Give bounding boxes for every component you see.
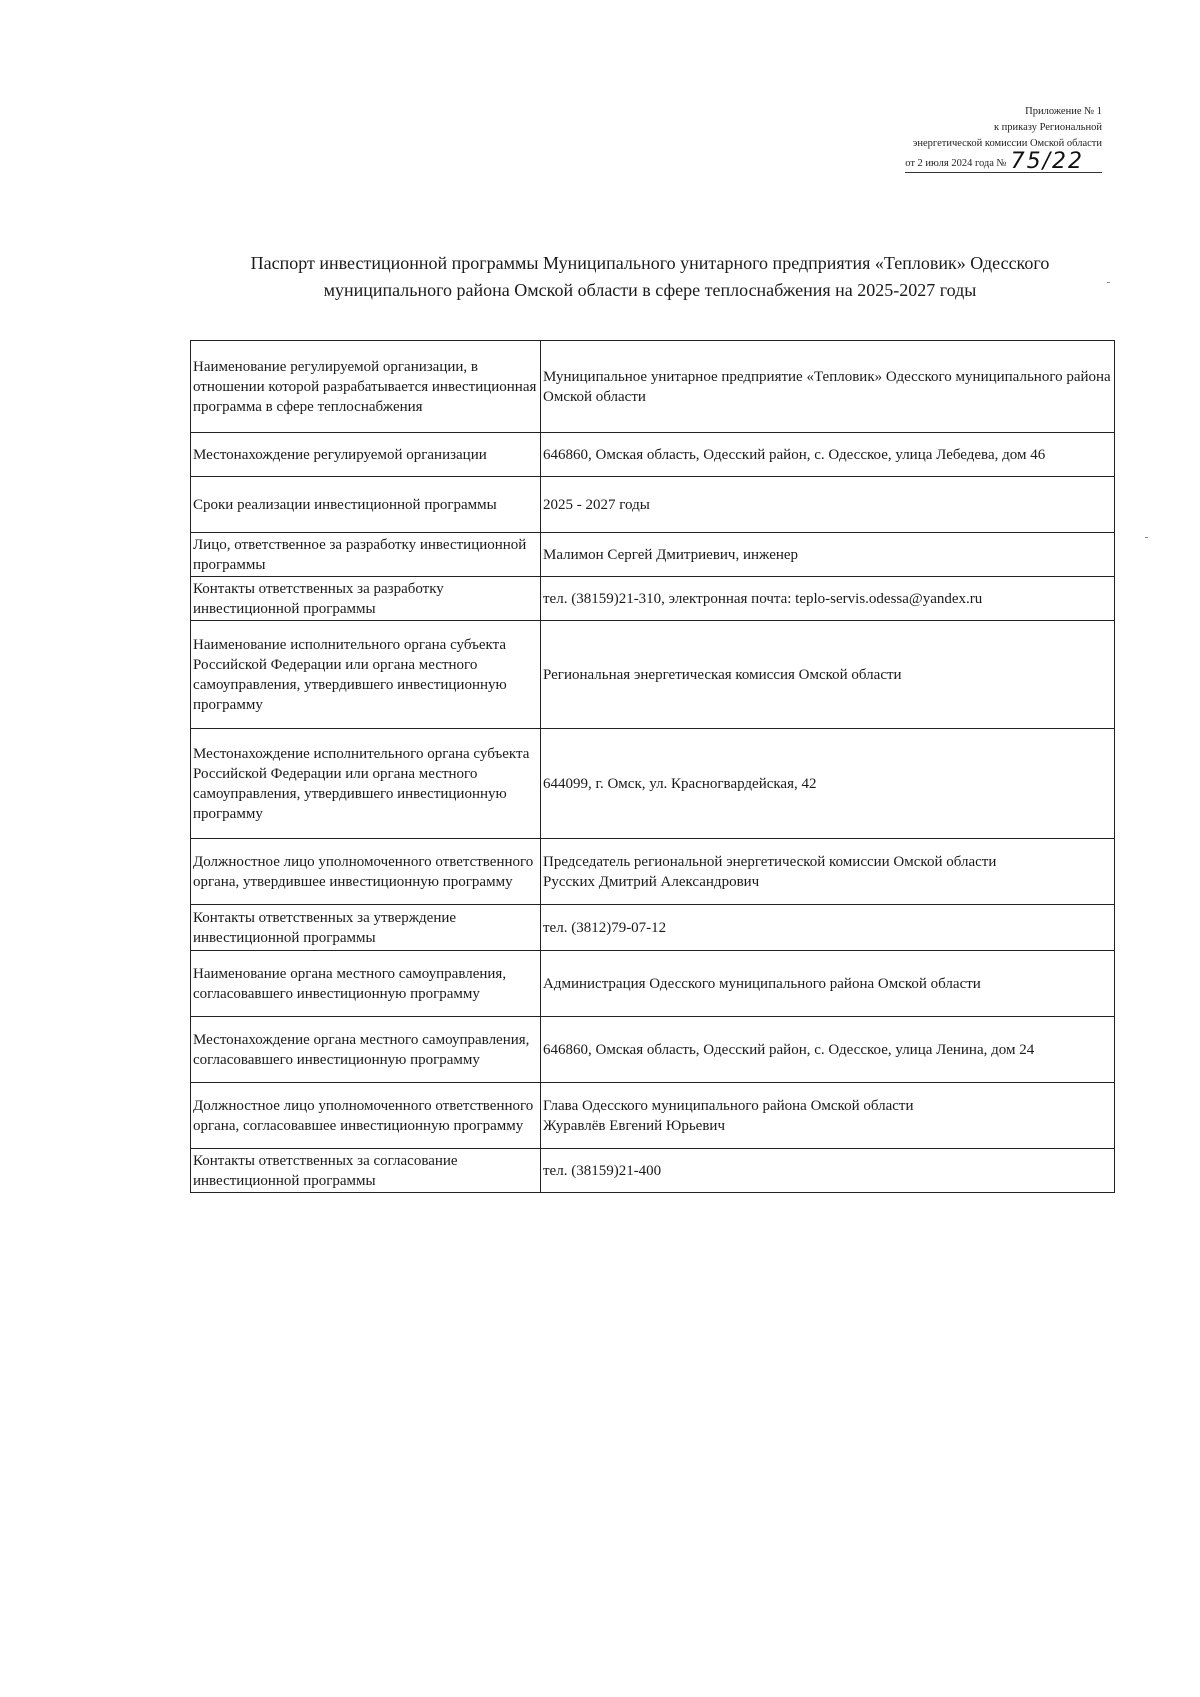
row-label: Местонахождение исполнительного органа субъекта Российской Федерации или органа местного самоуправления, утвердившего инвестиционную программу <box>191 729 541 839</box>
table-row <box>191 433 1115 477</box>
table-row <box>191 341 1115 433</box>
appendix-date-line <box>905 149 1102 174</box>
appendix-line-3: энергетической комиссии Омской области <box>912 138 1102 149</box>
table-row <box>191 577 1115 621</box>
passport-table <box>190 340 1115 1193</box>
table-row <box>191 621 1115 729</box>
table-row <box>191 839 1115 905</box>
scan-artifact <box>1145 537 1148 538</box>
table-row <box>191 905 1115 951</box>
order-number-handwritten: 75/22 <box>1010 149 1084 174</box>
table-row <box>191 1149 1115 1193</box>
row-value: 2025 - 2027 годы <box>541 477 1115 533</box>
row-value: Администрация Одесского муниципального района Омской области <box>541 951 1115 1017</box>
row-label: Местонахождение регулируемой организации <box>191 433 541 477</box>
row-value: тел. (3812)79-07-12 <box>541 905 1115 951</box>
row-value: Глава Одесского муниципального района Омской области Журавлёв Евгений Юрьевич <box>541 1083 1115 1149</box>
table-row <box>191 951 1115 1017</box>
row-value: тел. (38159)21-400 <box>541 1149 1115 1193</box>
row-value: 644099, г. Омск, ул. Красногвардейская, 42 <box>541 729 1115 839</box>
row-label: Наименование исполнительного органа субъекта Российской Федерации или органа местного самоуправления, утвердившего инвестиционную программу <box>191 621 541 729</box>
scan-artifact <box>1107 282 1110 283</box>
row-label: Местонахождение органа местного самоуправления, согласовавшего инвестиционную программу <box>191 1017 541 1083</box>
appendix-line-4 <box>802 149 1102 174</box>
table-row <box>191 1083 1115 1149</box>
row-value: 646860, Омская область, Одесский район, с. Одесское, улица Ленина, дом 24 <box>541 1017 1115 1083</box>
row-label: Наименование регулируемой организации, в отношении которой разрабатывается инвестиционная программа в сфере теплоснабжения <box>191 341 541 433</box>
table-row <box>191 729 1115 839</box>
appendix-date-prefix: от 2 июля 2024 года № <box>905 158 1007 169</box>
row-label: Должностное лицо уполномоченного ответственного органа, согласовавшее инвестиционную программу <box>191 1083 541 1149</box>
appendix-header <box>802 104 1102 173</box>
row-value: 646860, Омская область, Одесский район, с. Одесское, улица Лебедева, дом 46 <box>541 433 1115 477</box>
row-label: Контакты ответственных за утверждение инвестиционной программы <box>191 905 541 951</box>
row-value: Муниципальное унитарное предприятие «Тепловик» Одесского муниципального района Омской области <box>541 341 1115 433</box>
row-value: тел. (38159)21-310, электронная почта: teplo-servis.odessa@yandex.ru <box>541 577 1115 621</box>
row-label: Сроки реализации инвестиционной программы <box>191 477 541 533</box>
row-value: Региональная энергетическая комиссия Омской области <box>541 621 1115 729</box>
table-row <box>191 477 1115 533</box>
row-label: Лицо, ответственное за разработку инвестиционной программы <box>191 533 541 577</box>
row-label: Должностное лицо уполномоченного ответственного органа, утвердившее инвестиционную программу <box>191 839 541 905</box>
row-value: Малимон Сергей Дмитриевич, инженер <box>541 533 1115 577</box>
appendix-line-1: Приложение № 1 <box>1025 106 1102 117</box>
table-row <box>191 1017 1115 1083</box>
row-label: Наименование органа местного самоуправления, согласовавшего инвестиционную программу <box>191 951 541 1017</box>
row-label: Контакты ответственных за согласование инвестиционной программы <box>191 1149 541 1193</box>
table-row <box>191 533 1115 577</box>
row-value: Председатель региональной энергетической комиссии Омской области Русских Дмитрий Александрович <box>541 839 1115 905</box>
appendix-line-2: к приказу Региональной <box>993 122 1102 133</box>
row-label: Контакты ответственных за разработку инвестиционной программы <box>191 577 541 621</box>
document-title: Паспорт инвестиционной программы Муниципального унитарного предприятия «Тепловик» Одесского муниципального района Омской области в сфере теплоснабжения на 2025-2027 годы <box>250 253 1050 300</box>
